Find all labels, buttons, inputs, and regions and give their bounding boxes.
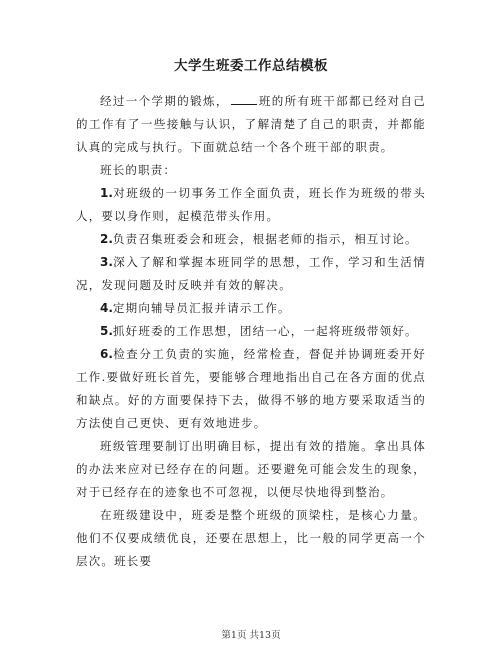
body-paragraph: 在班级建设中，班委是整个班级的顶梁柱，是核心力量。他们不仅要成绩优良，还要在思想上，比一般的同学更高一个层次。班长要 <box>76 508 426 568</box>
list-item-text: 深入了解和掌握本班同学的思想，工作，学习和生活情况，发现问题及时反映并有效的解决。 <box>76 255 426 292</box>
intro-paragraph <box>76 90 426 159</box>
list-item-number: 5. <box>100 324 113 338</box>
list-item <box>76 320 426 343</box>
list-item <box>76 251 426 297</box>
page-number: 第1页 共13页 <box>221 630 281 641</box>
list-item <box>76 343 426 435</box>
list-item-number: 2. <box>100 232 113 246</box>
intro-text-start: 经过一个学期的锻炼， <box>100 94 229 108</box>
blank-line <box>231 93 257 105</box>
list-item-text: 定期向辅导员汇报并请示工作。 <box>112 301 291 315</box>
intro-text-end: 班的所有班干部都已经对自己的工作有了一些接触与认识，了解清楚了自己的职责，并都能认真的完成与执行。下面就总结一个各个班干部的职责。 <box>76 94 427 154</box>
list-item <box>76 297 426 320</box>
list-item-number: 1. <box>100 186 113 200</box>
section-label: 班长的职责： <box>100 163 177 177</box>
list-item-text: 抓好班委的工作思想，团结一心，一起将班级带领好。 <box>112 324 418 338</box>
list-item <box>76 182 426 228</box>
body-paragraph: 班级管理要制订出明确目标，提出有效的措施。拿出具体的办法来应对已经存在的问题。还要避免可能会发生的现象，对于已经存在的迹象也不可忽视，以便尽快地得到整治。 <box>76 439 426 499</box>
list-item-text: 检查分工负责的实施，经常检查，督促并协调班委开好工作.要做好班长首先，要能够合理地指出自己在各方面的优点和缺点。好的方面要保持下去，做得不够的地方要采取适当的方法使自己更快、更有效地进步。 <box>76 347 426 430</box>
list-item-text: 对班级的一切事务工作全面负责，班长作为班级的带头人，要以身作则，起模范带头作用。 <box>76 186 426 223</box>
document-title: 大学生班委工作总结模板 <box>174 58 328 74</box>
list-item <box>76 228 426 251</box>
list-item-number: 6. <box>100 347 113 361</box>
list-item-text: 负责召集班委会和班会，根据老师的指示，相互讨论。 <box>112 232 418 246</box>
list-item-number: 3. <box>100 255 113 269</box>
list-item-number: 4. <box>100 301 113 315</box>
